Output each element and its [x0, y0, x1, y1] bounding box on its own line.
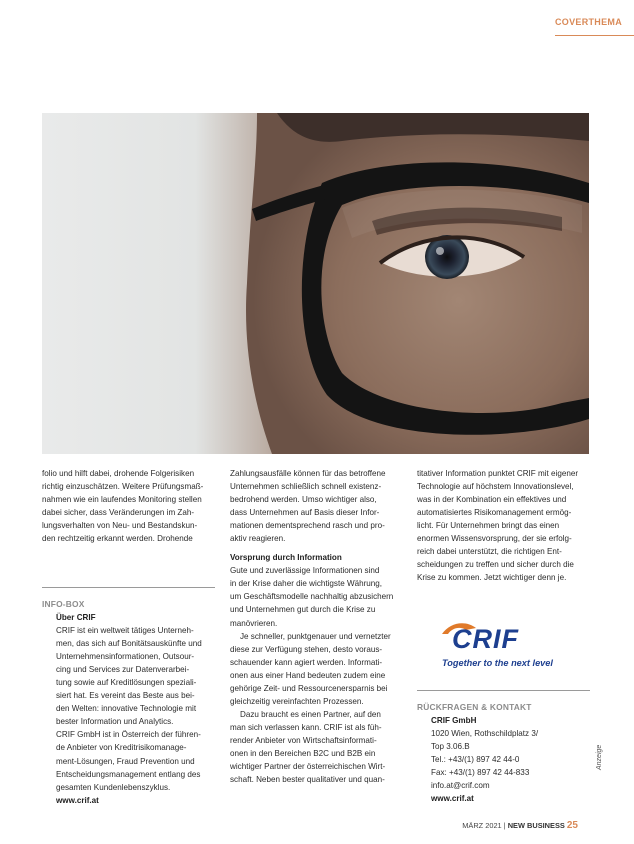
cover-photo [42, 113, 589, 454]
footer-separator: | [503, 821, 506, 830]
column-3-text [417, 467, 592, 584]
contact-rule [417, 690, 590, 691]
text-line: bedrohend werden. Umso wichtiger also, [230, 495, 377, 505]
footer-date: MÄRZ 2021 [462, 821, 502, 830]
text-line: dass Unternehmen auf Basis dieser Infor- [230, 508, 380, 518]
text-line: wichtiger Partner der österreichischen Wirt- [230, 762, 386, 772]
text-line: schaft. Neben bester qualitativer und quan- [230, 775, 385, 785]
infobox-rule [42, 587, 215, 588]
text-line: den Welten: innovative Technologie mit [56, 704, 197, 714]
text-line: gehörige Zeit- und Ressourcenersparnis bei [230, 683, 388, 693]
text-line: man sich verlassen kann. CRIF ist als füh- [230, 722, 382, 732]
column-1-text [42, 467, 215, 545]
text-line: aktiv reagieren. [230, 534, 286, 544]
text-line: manövrieren. [230, 618, 278, 628]
text-line: CRIF GmbH ist in Österreich der führen- [56, 730, 201, 740]
crif-logo [436, 612, 571, 672]
text-line: und Unternehmen gut durch die Krise zu [230, 605, 376, 615]
column-2-text [230, 467, 404, 786]
text-line: Fax: +43/(1) 897 42 44-833 [431, 768, 530, 778]
text-line: CRIF ist ein weltweit tätiges Unterneh- [56, 626, 194, 636]
text-line: folio und hilft dabei, drohende Folgerisiken [42, 469, 195, 478]
text-line: um Geschäftsmodelle nachhaltig abzusichern [230, 592, 394, 602]
text-line: Dazu braucht es einen Partner, auf den [240, 709, 381, 719]
section-tag: COVERTHEMA [555, 17, 623, 27]
text-line: mationen dementsprechend rasch und pro- [230, 521, 385, 531]
text-line: Krise zu kommen. Jetzt wichtiger denn je. [417, 573, 567, 583]
subheading: Vorsprung durch Information [230, 553, 342, 563]
text-line: titativer Information punktet CRIF mit eigener [417, 469, 579, 478]
text-line: den rechtzeitig erkannt werden. Drohende [42, 534, 193, 544]
text-line: men, das sich auf Bonitätsauskünfte und [56, 639, 202, 649]
text-line: Zahlungsausfälle können für das betroffene [230, 469, 386, 478]
text-line: onen aus einer Hand bedeuten zudem eine [230, 670, 386, 680]
text-line: richtig einzuschätzen. Weitere Prüfungsmaß- [42, 482, 204, 492]
text-line: diese zur Verfügung stehen, desto voraus- [230, 644, 383, 654]
text-line: enormen Wissensvorsprung, der sie erfolg- [417, 534, 572, 544]
text-line: render Anbieter von Wirtschaftsinformati- [230, 735, 377, 745]
text-line: lungsverhalten von Neu- und Bestandskun- [42, 521, 198, 531]
text-line: bester Information und Analytics. [56, 717, 174, 727]
text-line: ment-Lösungen, Fraud Prevention und [56, 756, 195, 766]
text-line: Unternehmen schließlich schnell existenz- [230, 482, 382, 492]
text-line: Je schneller, punktgenauer und vernetzter [240, 631, 391, 641]
text-line: reich dabei unterstützt, die richtigen Ent- [417, 547, 562, 557]
infobox-label: INFO-BOX [42, 599, 85, 609]
text-line: was in der Kombination ein effektives und [417, 495, 567, 505]
text-line: Technologie auf höchstem Innovationslevel, [417, 482, 574, 492]
contact-email-link[interactable]: info.at@crif.com [431, 781, 490, 791]
text-line: Gute und zuverlässige Informationen sind [230, 566, 380, 576]
text-line: tung sowie auf Kreditlösungen speziali- [56, 678, 197, 688]
infobox-title: Über CRIF [56, 613, 96, 622]
contact-company: CRIF GmbH [431, 716, 477, 725]
contact-website-link[interactable]: www.crif.at [431, 794, 474, 804]
text-line: Tel.: +43/(1) 897 42 44-0 [431, 755, 520, 765]
text-line: Unternehmensinformationen, Outsour- [56, 652, 195, 662]
infobox-website-link[interactable]: www.crif.at [56, 795, 99, 805]
text-line: gesamten Kundenlebenszyklus. [56, 782, 171, 792]
section-rule [555, 35, 634, 36]
text-line: nahmen wie ein laufendes Monitoring stellen [42, 495, 202, 505]
text-line: onen in den Bereichen B2C und B2B ein [230, 748, 376, 758]
text-line: Top 3.06.B [431, 742, 470, 752]
text-line: Entscheidungsmanagement entlang des [56, 769, 201, 779]
text-line: cing und Services zur Datenverarbei- [56, 665, 190, 675]
logo-tagline: Together to the next level [442, 658, 553, 668]
text-line: in der Krise daher die wichtigste Währung, [230, 579, 383, 589]
contact-box [431, 714, 591, 805]
text-line: scheidungen zu treffen und sicher durch die [417, 560, 574, 570]
text-line: automatisiertes Risikomanagement ermög- [417, 508, 572, 518]
page-footer [462, 820, 578, 831]
footer-magazine: NEW BUSINESS [507, 821, 565, 830]
contact-label: RÜCKFRAGEN & KONTAKT [417, 702, 532, 712]
logo-wordmark: CRIF [452, 624, 519, 654]
text-line: dabei sicher, dass Veränderungen im Zah- [42, 508, 195, 518]
text-line: siert hat. Es vereint das Beste aus bei- [56, 691, 195, 701]
infobox [56, 611, 218, 807]
advertisement-note: Anzeige [596, 744, 603, 770]
text-line: 1020 Wien, Rothschildplatz 3/ [431, 729, 539, 739]
text-line: licht. Für Unternehmen bringt das einen [417, 521, 560, 531]
page-number: 25 [566, 820, 578, 831]
text-line: gleichzeitig vereinfachten Prozessen. [230, 696, 364, 706]
text-line: schauender kann agiert werden. Informati- [230, 657, 383, 667]
text-line: de Anbieter von Kreditrisikomanage- [56, 743, 187, 753]
